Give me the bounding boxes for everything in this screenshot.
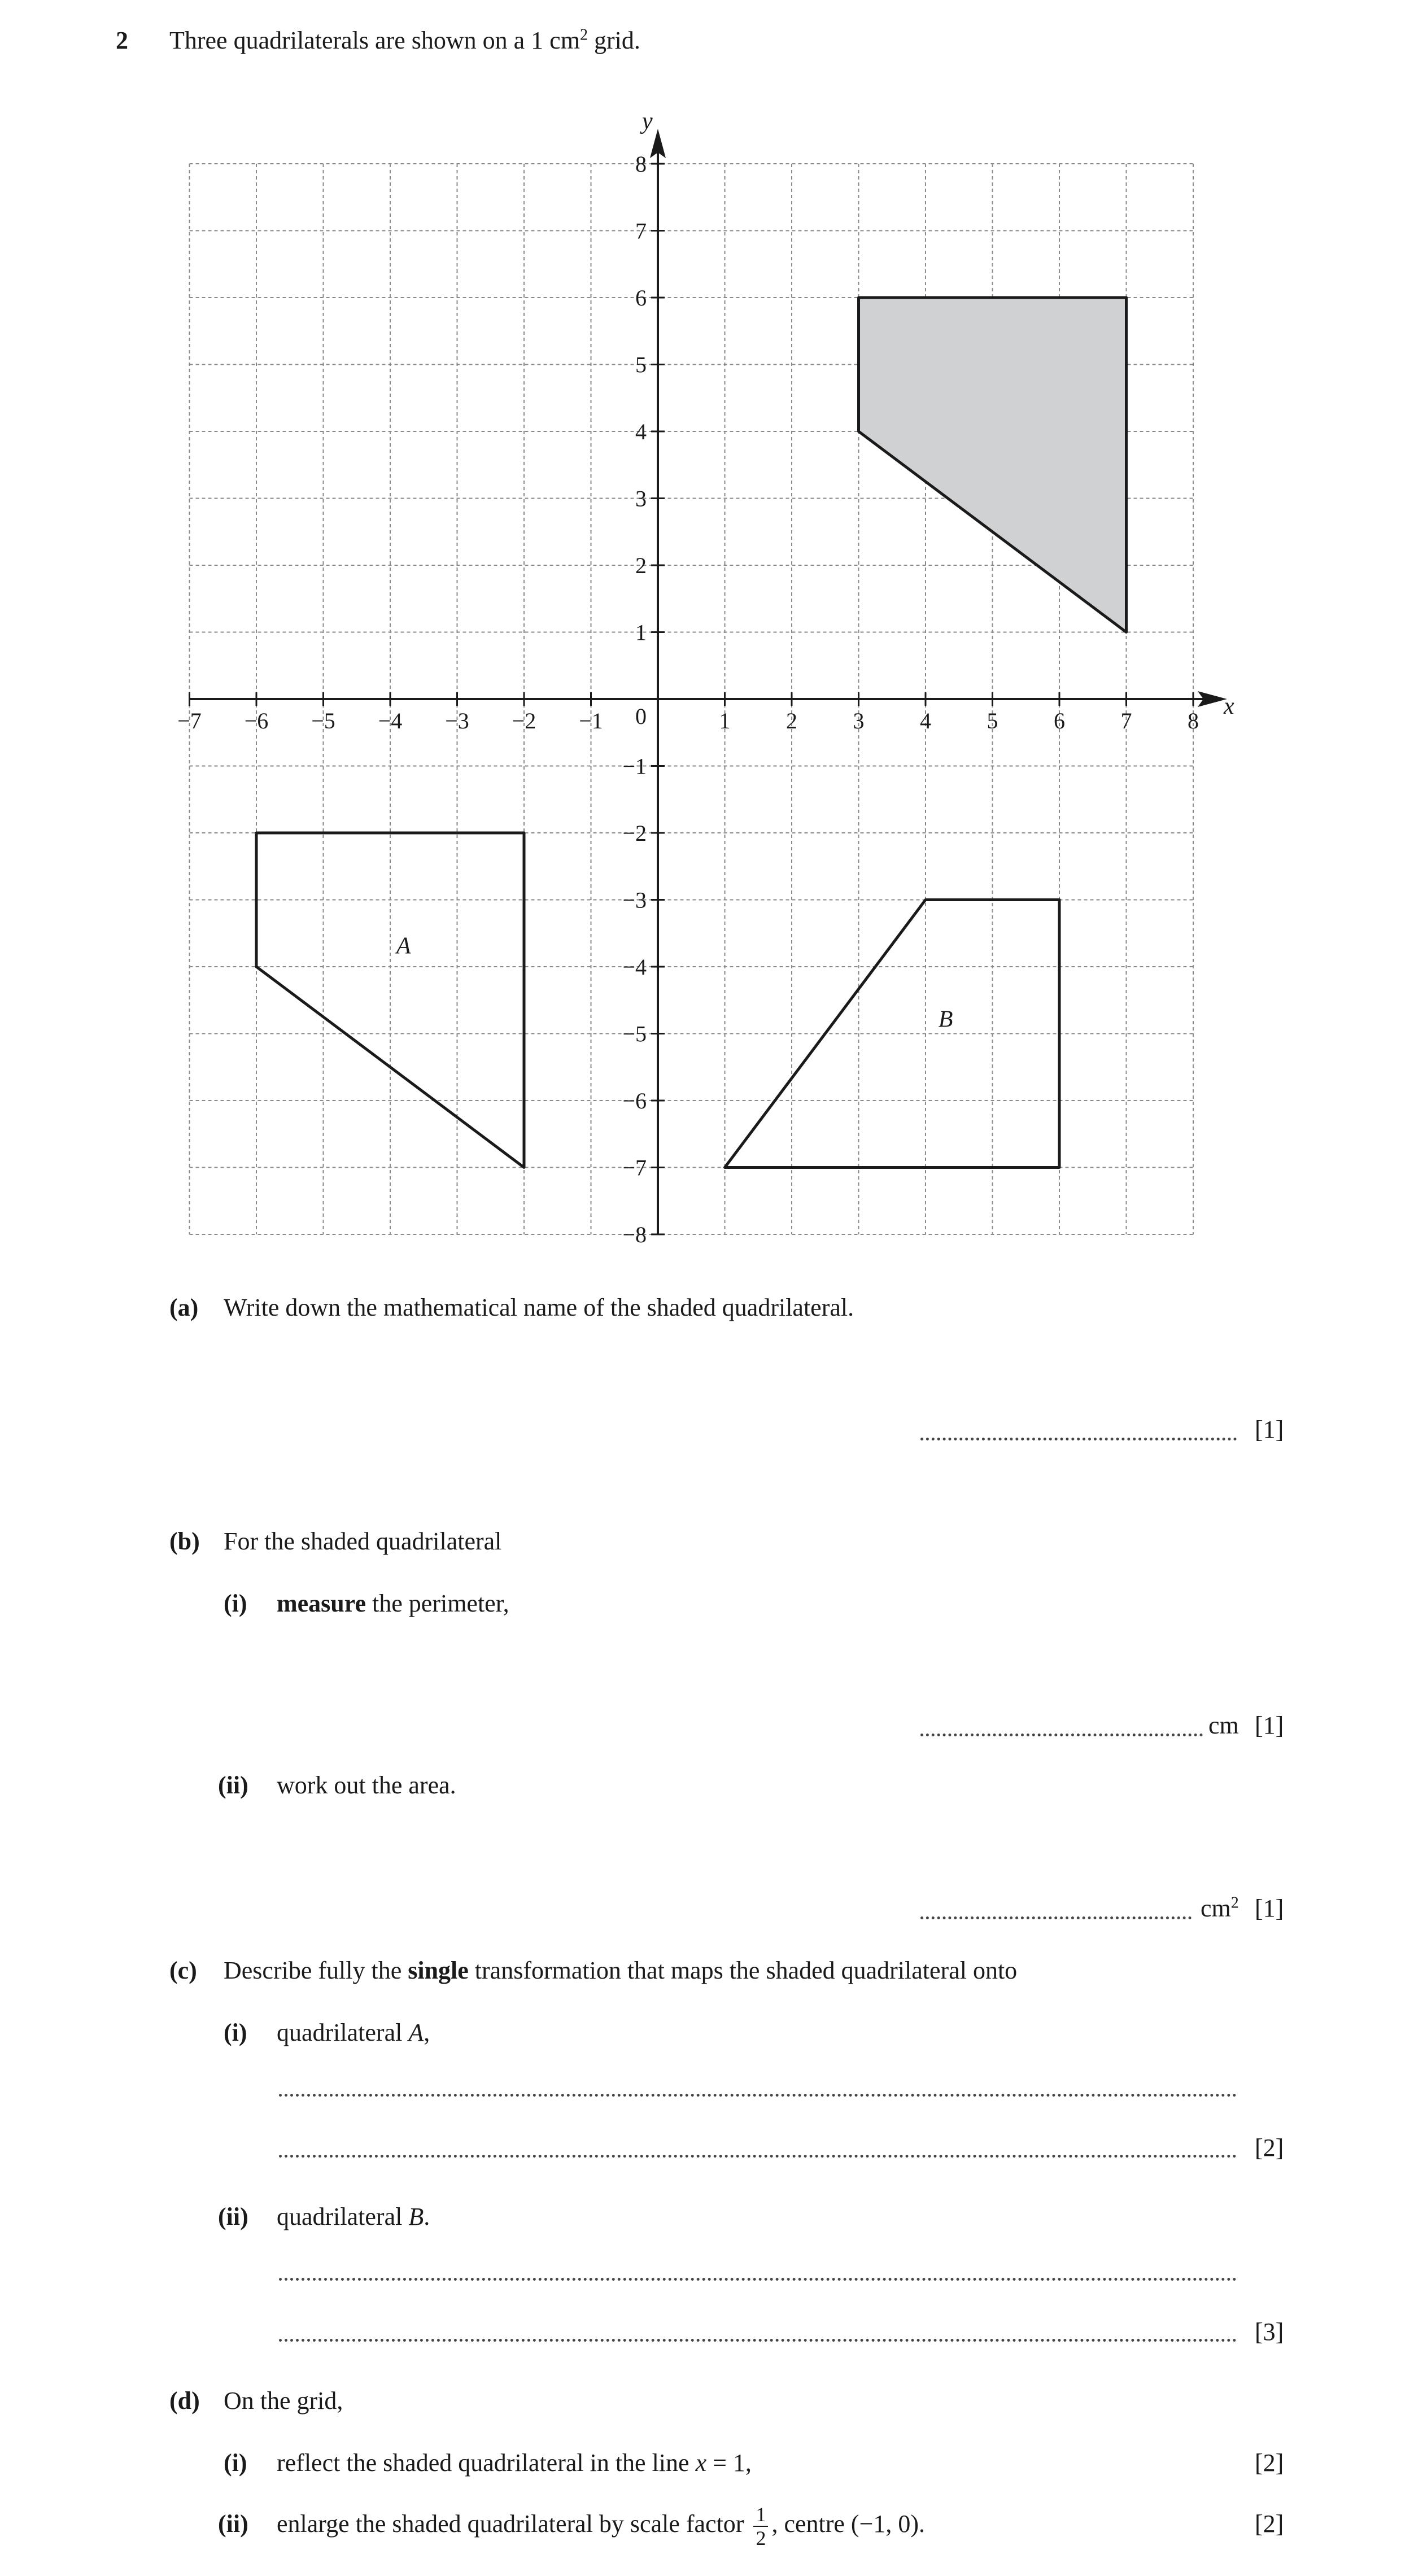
y-tick-label: −2 <box>622 820 647 846</box>
part-c-i-post: , <box>424 2019 430 2046</box>
mark-c-ii: [3] <box>1255 2318 1284 2346</box>
x-tick-label: 8 <box>1188 708 1199 733</box>
part-b-ii-label: (ii) <box>218 1771 248 1799</box>
unit-b-ii-text: cm <box>1201 1894 1231 1922</box>
x-tick-label: 6 <box>1054 708 1065 733</box>
part-d-ii-post: , centre (−1, 0). <box>771 2510 926 2538</box>
answer-line-c-ii-1[interactable] <box>279 2278 1237 2281</box>
x-tick-label: −5 <box>311 708 335 733</box>
part-c-text <box>224 1958 1017 1983</box>
scale-factor-fraction <box>753 2504 768 2548</box>
axes <box>190 129 1228 1234</box>
part-d-i-post: = 1, <box>706 2449 752 2477</box>
mark-d-ii: [2] <box>1255 2510 1284 2538</box>
intro-unit-sup: 2 <box>579 26 588 44</box>
answer-line-c-ii-2[interactable] <box>279 2339 1237 2342</box>
x-tick-label: −1 <box>579 708 603 733</box>
part-b-i-bold: measure <box>277 1590 366 1617</box>
question-number: 2 <box>116 27 128 54</box>
unit-b-ii <box>1201 1896 1239 1921</box>
tick-labels <box>177 108 1234 1247</box>
part-c-i-var: A <box>408 2019 424 2046</box>
x-tick-label: 4 <box>920 708 931 733</box>
y-tick-label: −3 <box>622 887 647 913</box>
x-tick-label: 3 <box>853 708 865 733</box>
part-d-text: On the grid, <box>224 2387 343 2415</box>
y-tick-label: −5 <box>622 1021 647 1047</box>
part-c-text-bold: single <box>408 1957 469 1984</box>
y-tick-label: 7 <box>635 218 647 244</box>
intro-text: Three quadrilaterals are shown on a 1 <box>169 27 544 54</box>
part-b-i-text <box>277 1591 509 1616</box>
mark-b-ii: [1] <box>1255 1894 1284 1922</box>
part-c-label: (c) <box>169 1957 197 1984</box>
part-d-ii-text <box>277 2501 925 2548</box>
shape-a-label: A <box>396 933 411 959</box>
answer-line-c-i-1[interactable] <box>279 2094 1237 2097</box>
part-c-ii-var: B <box>408 2203 424 2230</box>
answer-line-b-ii[interactable] <box>920 1916 1191 1919</box>
y-tick-label: 4 <box>635 419 647 444</box>
coordinate-grid[interactable] <box>0 0 1401 1276</box>
shape-b-label: B <box>938 1006 953 1033</box>
part-c-i-text <box>277 2020 430 2045</box>
answer-line-a[interactable] <box>920 1438 1237 1440</box>
part-b-i-label: (i) <box>224 1590 247 1617</box>
y-tick-label: −6 <box>622 1088 647 1114</box>
part-c-ii-label: (ii) <box>218 2203 248 2230</box>
y-tick-label: −7 <box>622 1155 647 1181</box>
part-a-label: (a) <box>169 1294 199 1321</box>
mark-b-i: [1] <box>1255 1711 1284 1739</box>
part-c-ii-pre: quadrilateral <box>277 2203 409 2230</box>
part-d-ii-label: (ii) <box>218 2510 248 2538</box>
unit-b-i: cm <box>1208 1711 1239 1739</box>
y-tick-label: 8 <box>635 151 647 177</box>
part-b-text: For the shaded quadrilateral <box>224 1527 502 1555</box>
part-c-ii-post: . <box>424 2203 430 2230</box>
unit-b-ii-sup: 2 <box>1230 1894 1239 1912</box>
y-tick-label: 2 <box>635 553 647 578</box>
fraction-numerator: 1 <box>753 2504 768 2527</box>
x-tick-label: −7 <box>177 708 202 733</box>
part-c-text-post: transformation that maps the shaded quadrilateral onto <box>468 1957 1018 1984</box>
part-d-i-pre: reflect the shaded quadrilateral in the line <box>277 2449 696 2477</box>
part-d-i-var: x <box>695 2449 707 2477</box>
x-tick-label: −3 <box>445 708 469 733</box>
y-tick-label: −8 <box>622 1222 647 1247</box>
part-a-text: Write down the mathematical name of the shaded quadrilateral. <box>224 1294 854 1321</box>
x-tick-label: −6 <box>244 708 269 733</box>
part-c-ii-text <box>277 2204 430 2229</box>
part-d-label: (d) <box>169 2387 200 2415</box>
y-tick-label: 5 <box>635 352 647 378</box>
x-tick-label: 1 <box>719 708 731 733</box>
part-b-i-rest: the perimeter, <box>366 1590 509 1617</box>
y-tick-label: 6 <box>635 285 647 311</box>
x-tick-label: −4 <box>378 708 403 733</box>
origin-label: 0 <box>635 704 647 729</box>
part-b-label: (b) <box>169 1527 200 1555</box>
part-c-text-pre: Describe fully the <box>224 1957 408 1984</box>
mark-c-i: [2] <box>1255 2134 1284 2162</box>
part-c-i-label: (i) <box>224 2019 247 2046</box>
y-tick-label: 1 <box>635 619 647 645</box>
y-tick-label: −1 <box>622 753 647 779</box>
part-b-ii-text: work out the area. <box>277 1771 456 1799</box>
part-d-ii-pre: enlarge the shaded quadrilateral by scale factor <box>277 2510 750 2538</box>
y-tick-label: −4 <box>622 954 647 980</box>
answer-line-c-i-2[interactable] <box>279 2155 1237 2158</box>
y-tick-label: 3 <box>635 486 647 512</box>
intro-text-end: grid. <box>587 27 640 54</box>
mark-a: [1] <box>1255 1416 1284 1443</box>
x-tick-label: −2 <box>512 708 536 733</box>
x-tick-label: 2 <box>786 708 797 733</box>
x-axis-label: x <box>1224 693 1234 719</box>
mark-d-i: [2] <box>1255 2449 1284 2477</box>
answer-line-b-i[interactable] <box>920 1734 1203 1736</box>
part-d-i-text <box>277 2451 752 2475</box>
x-tick-label: 5 <box>987 708 998 733</box>
fraction-denominator: 2 <box>756 2526 766 2549</box>
intro-unit: cm <box>549 27 580 54</box>
x-tick-label: 7 <box>1120 708 1132 733</box>
y-axis-label: y <box>642 108 653 134</box>
part-c-i-pre: quadrilateral <box>277 2019 409 2046</box>
part-d-i-label: (i) <box>224 2449 247 2477</box>
